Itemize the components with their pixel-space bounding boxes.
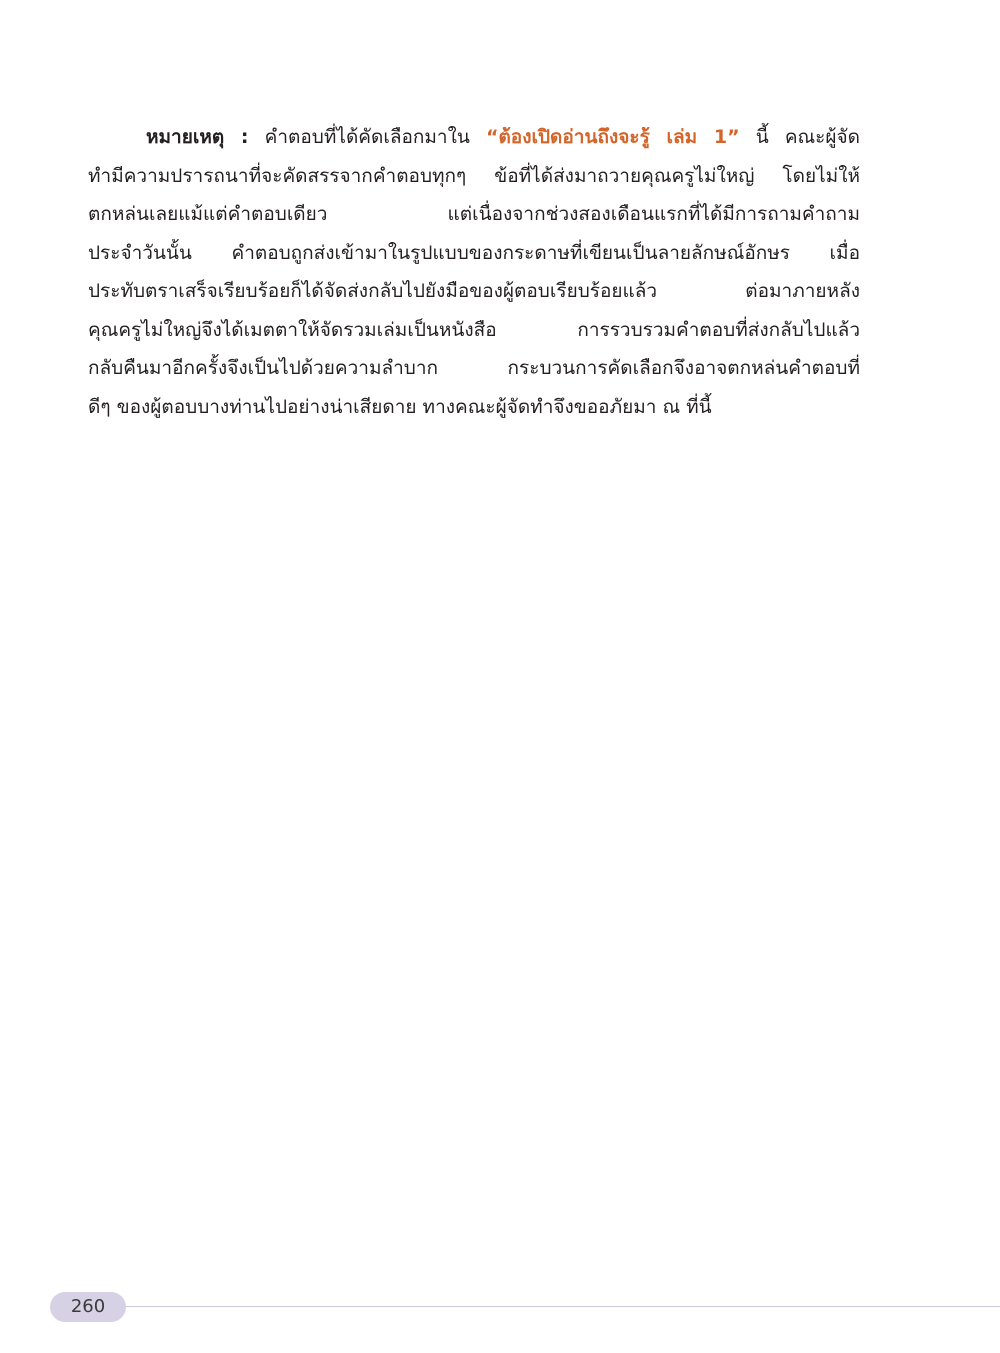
book-title: “ต้องเปิดอ่านถึงจะรู้ เล่ม 1” [485, 126, 740, 148]
note-line-7: กลับคืนมาอีกครั้งจึงเป็นไปด้วยความลำบาก กระบวนการคัดเลือกจึงอาจตกหล่นคำตอบที่ [88, 357, 860, 379]
page-number: 260 [70, 1296, 106, 1317]
note-line-1-start: คำตอบที่ได้คัดเลือกมาใน [264, 126, 470, 148]
note-line-5: ประทับตราเสร็จเรียบร้อยก็ได้จัดส่งกลับไปยังมือของผู้ตอบเรียบร้อยแล้ว ต่อมาภายหลัง [88, 280, 860, 302]
note-line-6: คุณครูไม่ใหญ่จึงได้เมตตาให้จัดรวมเล่มเป็นหนังสือ การรวบรวมคำตอบที่ส่งกลับไปแล้ว [88, 318, 860, 341]
note-line-3: ตกหล่นเลยแม้แต่คำตอบเดียว แต่เนื่องจากช่วงสองเดือนแรกที่ได้มีการถามคำถาม [88, 203, 860, 225]
note-paragraph [88, 118, 860, 426]
note-line-1 [88, 118, 860, 157]
note-line-8: ดีๆ ของผู้ตอบบางท่านไปอย่างน่าเสียดาย ทางคณะผู้จัดทำจึงขออภัยมา ณ ที่นี้ [88, 395, 712, 418]
note-line-1-end: นี้ คณะผู้จัด [755, 126, 860, 148]
note-line-4: ประจำวันนั้น คำตอบถูกส่งเข้ามาในรูปแบบของกระดาษที่เขียนเป็นลายลักษณ์อักษร เมื่อ [88, 241, 860, 264]
note-line-2: ทำมีความปรารถนาที่จะคัดสรรจากคำตอบทุกๆ ข้อที่ได้ส่งมาถวายคุณครูไม่ใหญ่ โดยไม่ให้ [88, 164, 860, 187]
footer-rule [122, 1306, 1000, 1307]
note-label: หมายเหตุ : [146, 126, 249, 148]
